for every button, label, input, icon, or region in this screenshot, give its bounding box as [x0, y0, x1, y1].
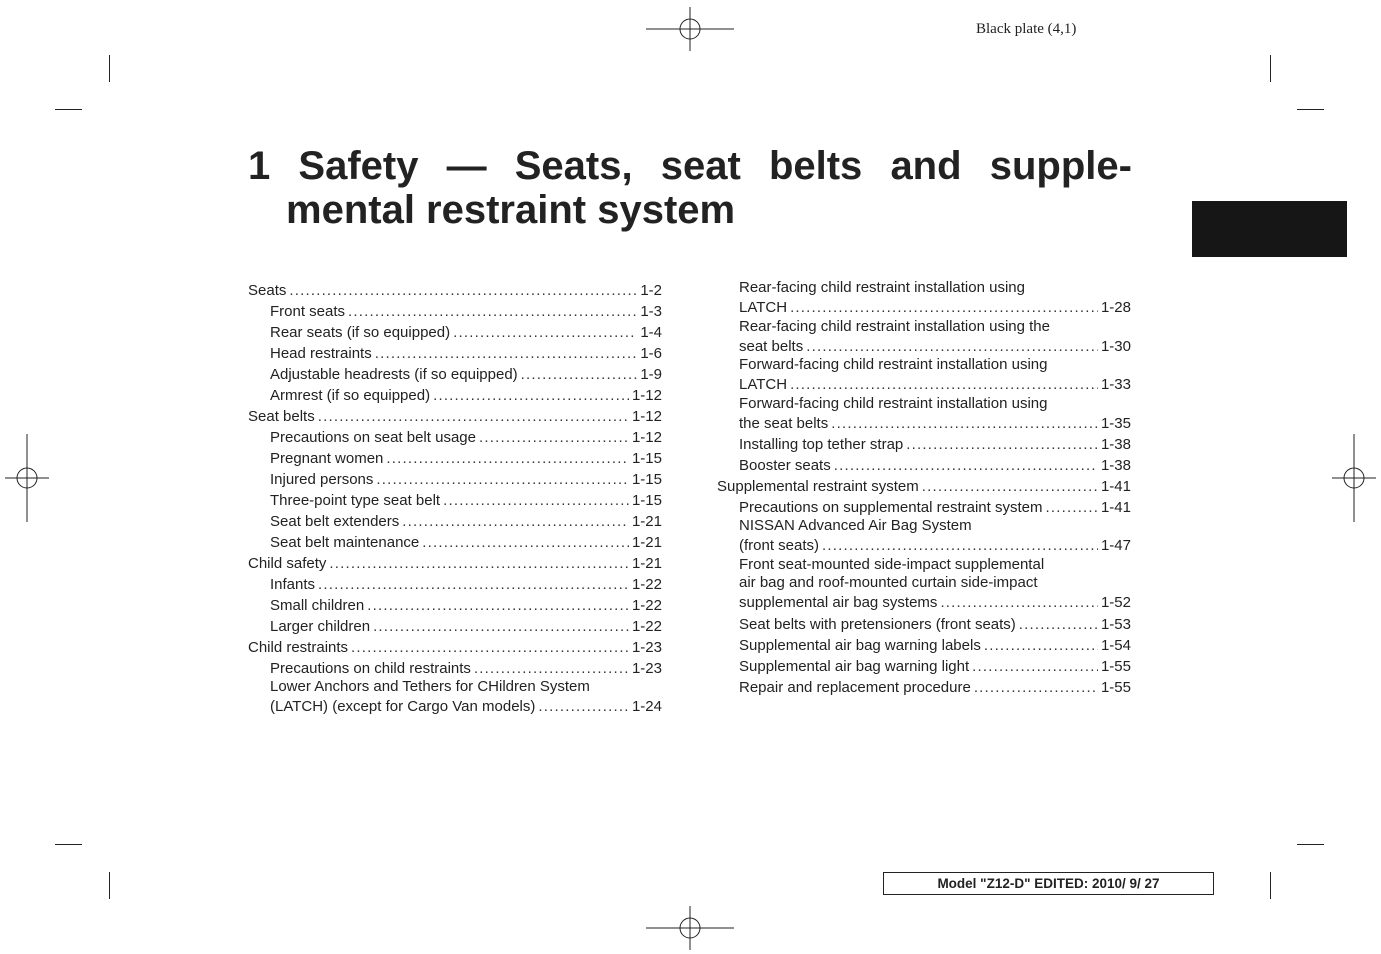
- toc-leader: [318, 408, 629, 426]
- toc-entry[interactable]: [248, 363, 662, 384]
- toc-page-number: 1-3: [640, 303, 662, 320]
- toc-entry-label: Forward-facing child restraint installation using: [739, 356, 1048, 373]
- toc-entry[interactable]: [248, 594, 662, 615]
- crop-mark: [1297, 844, 1324, 845]
- toc-entry-label: (LATCH) (except for Cargo Van models): [270, 698, 536, 715]
- model-footer: Model "Z12-D" EDITED: 2010/ 9/ 27: [883, 872, 1214, 895]
- toc-entry[interactable]: [248, 510, 662, 531]
- toc-entry-label: Front seat-mounted side-impact supplemental: [739, 555, 1045, 573]
- toc-page-number: 1-4: [640, 324, 662, 341]
- toc-entry[interactable]: [248, 321, 662, 342]
- title-word: supple-: [989, 144, 1132, 188]
- toc-page-number: 1-21: [631, 555, 662, 572]
- toc-entry-label: Child restraints: [248, 639, 349, 656]
- toc-page-number: 1-9: [640, 366, 662, 383]
- crop-mark: [109, 872, 110, 899]
- toc-entry-label: NISSAN Advanced Air Bag System: [739, 517, 972, 534]
- toc-page-number: 1-52: [1100, 594, 1131, 611]
- toc-page-number: 1-23: [631, 660, 662, 677]
- toc-entry-label: (front seats): [739, 537, 820, 554]
- title-word: belts: [768, 144, 863, 188]
- toc-right-column: [717, 279, 1131, 697]
- toc-leader: [831, 415, 1098, 434]
- toc-leader: [1045, 499, 1097, 517]
- toc-entry-label: Seats: [248, 282, 287, 299]
- title-word: 1: [248, 144, 271, 188]
- toc-leader: [351, 639, 629, 657]
- toc-leader: [474, 660, 629, 678]
- toc-entry-label: Supplemental air bag warning light: [739, 657, 970, 675]
- registration-mark-top: [646, 7, 734, 51]
- toc-entry-label: Child safety: [248, 555, 327, 572]
- toc-entry[interactable]: [717, 634, 1131, 655]
- toc-entry-label: Three-point type seat belt: [270, 492, 441, 509]
- toc-entry-label: Head restraints: [270, 345, 372, 362]
- toc-page-number: 1-12: [631, 408, 662, 425]
- toc-entry-label: Rear-facing child restraint installation using the: [739, 317, 1050, 335]
- toc-entry[interactable]: [717, 475, 1131, 496]
- toc-entry-label: supplemental air bag systems: [739, 594, 938, 611]
- crop-mark: [1270, 55, 1271, 82]
- toc-entry[interactable]: [717, 433, 1131, 454]
- toc-entry-label: Lower Anchors and Tethers for CHildren System: [270, 678, 590, 695]
- toc-entry-label: Larger children: [270, 618, 371, 635]
- toc-entry-label: Seat belts with pretensioners (front seats): [739, 615, 1016, 633]
- toc-leader: [538, 698, 629, 717]
- toc-entry-label: Infants: [270, 576, 316, 593]
- toc-page-number: 1-54: [1100, 636, 1131, 654]
- crop-mark: [55, 109, 82, 110]
- toc-entry-label: Installing top tether strap: [739, 436, 904, 453]
- toc-leader: [790, 376, 1098, 395]
- toc-leader: [521, 366, 638, 384]
- toc-page-number: 1-12: [631, 429, 662, 446]
- toc-leader: [974, 679, 1098, 697]
- toc-entry-label: air bag and roof-mounted curtain side-impact: [739, 574, 1038, 591]
- toc-leader: [940, 594, 1098, 613]
- toc-entry-label: Armrest (if so equipped): [270, 387, 431, 404]
- toc-entry[interactable]: [248, 531, 662, 552]
- toc-page-number: 1-15: [631, 492, 662, 509]
- toc-entry[interactable]: [717, 556, 1131, 613]
- toc-entry-label: the seat belts: [739, 414, 829, 432]
- registration-mark-right: [1332, 434, 1376, 522]
- toc-page-number: 1-6: [640, 345, 662, 362]
- toc-leader: [348, 303, 637, 321]
- toc-entry-label: Pregnant women: [270, 450, 384, 467]
- toc-page-number: 1-41: [1100, 499, 1131, 516]
- toc-entry-label: Forward-facing child restraint installation using: [739, 394, 1048, 412]
- title-word: —: [446, 144, 487, 188]
- toc-entry[interactable]: [717, 517, 1131, 556]
- toc-leader: [806, 338, 1098, 357]
- title-word: Seats,: [514, 144, 633, 188]
- chapter-title-line1: [248, 144, 1132, 188]
- registration-mark-bottom: [646, 906, 734, 950]
- toc-leader: [367, 597, 629, 615]
- toc-entry[interactable]: [717, 356, 1131, 395]
- toc-page-number: 1-38: [1100, 457, 1131, 474]
- toc-page-number: 1-28: [1100, 299, 1131, 316]
- toc-page-number: 1-15: [631, 471, 662, 488]
- title-word: and: [890, 144, 962, 188]
- toc-entry[interactable]: [248, 573, 662, 594]
- toc-page-number: 1-38: [1100, 436, 1131, 453]
- toc-page-number: 1-55: [1100, 678, 1131, 696]
- toc-entry-label: Seat belt extenders: [270, 513, 400, 530]
- toc-entry[interactable]: [717, 676, 1131, 697]
- toc-entry[interactable]: [248, 552, 662, 573]
- toc-leader: [375, 345, 638, 363]
- toc-entry[interactable]: [248, 489, 662, 510]
- toc-page-number: 1-41: [1100, 478, 1131, 495]
- toc-page-number: 1-24: [631, 698, 662, 715]
- plate-label: Black plate (4,1): [976, 21, 1077, 37]
- toc-entry-label: Supplemental air bag warning labels: [739, 636, 981, 654]
- toc-page-number: 1-23: [631, 639, 662, 656]
- toc-entry-label: Seat belts: [248, 408, 315, 425]
- toc-entry[interactable]: [717, 318, 1131, 357]
- toc-entry-label: Rear seats (if so equipped): [270, 324, 451, 341]
- toc-entry-label: Small children: [270, 597, 365, 614]
- toc-entry[interactable]: [717, 496, 1131, 517]
- toc-page-number: 1-53: [1100, 615, 1131, 633]
- toc-leader: [1019, 616, 1098, 634]
- toc-page-number: 1-15: [631, 450, 662, 467]
- toc-entry-label: Repair and replacement procedure: [739, 678, 971, 696]
- toc-leader: [834, 457, 1098, 475]
- toc-page-number: 1-12: [631, 387, 662, 404]
- toc-page-number: 1-21: [631, 513, 662, 530]
- toc-leader: [422, 534, 629, 552]
- toc-entry[interactable]: [717, 279, 1131, 318]
- crop-mark: [55, 844, 82, 845]
- toc-leader: [433, 387, 629, 405]
- toc-entry-label: Injured persons: [270, 471, 374, 488]
- toc-leader: [318, 576, 629, 594]
- toc-leader: [984, 637, 1098, 655]
- toc-entry[interactable]: [248, 468, 662, 489]
- toc-leader: [443, 492, 629, 510]
- toc-entry[interactable]: [717, 655, 1131, 676]
- chapter-thumb-tab: [1192, 201, 1347, 257]
- toc-page-number: 1-30: [1100, 337, 1131, 355]
- toc-leader: [329, 555, 629, 573]
- toc-leader: [790, 299, 1098, 318]
- toc-entry-label: Booster seats: [739, 457, 831, 474]
- toc-entry[interactable]: [717, 613, 1131, 634]
- toc-entry[interactable]: [248, 615, 662, 636]
- toc-leader: [289, 282, 637, 300]
- toc-entry[interactable]: [248, 279, 662, 300]
- title-word: Safety: [298, 144, 419, 188]
- toc-left-column: [248, 279, 662, 717]
- toc-entry-label: Seat belt maintenance: [270, 534, 420, 551]
- toc-entry-label: Precautions on supplemental restraint system: [739, 499, 1043, 516]
- chapter-title: [248, 144, 1132, 232]
- toc-entry[interactable]: [717, 454, 1131, 475]
- toc-entry-label: Rear-facing child restraint installation using: [739, 279, 1025, 296]
- toc-entry[interactable]: [248, 657, 662, 678]
- toc-entry[interactable]: [248, 342, 662, 363]
- toc-leader: [386, 450, 629, 468]
- toc-leader: [822, 537, 1098, 556]
- toc-entry[interactable]: [248, 447, 662, 468]
- toc-entry-label: LATCH: [739, 299, 788, 316]
- toc-entry[interactable]: [717, 395, 1131, 434]
- toc-page-number: 1-47: [1100, 537, 1131, 554]
- registration-mark-left: [5, 434, 49, 522]
- chapter-title-line2: mental restraint system: [286, 188, 736, 232]
- toc-page-number: 1-22: [631, 618, 662, 635]
- toc-page-number: 1-35: [1100, 414, 1131, 432]
- toc-entry-label: Supplemental restraint system: [717, 478, 919, 495]
- toc-leader: [479, 429, 629, 447]
- toc-page-number: 1-22: [631, 597, 662, 614]
- toc-leader: [373, 618, 629, 636]
- toc-page-number: 1-21: [631, 534, 662, 551]
- toc-entry-label: LATCH: [739, 376, 788, 393]
- crop-mark: [1270, 872, 1271, 899]
- toc-entry-label: Front seats: [270, 303, 346, 320]
- toc-entry[interactable]: [248, 405, 662, 426]
- crop-mark: [1297, 109, 1324, 110]
- toc-entry-label: Precautions on seat belt usage: [270, 429, 476, 446]
- toc-leader: [453, 324, 637, 342]
- toc-page-number: 1-33: [1100, 376, 1131, 393]
- toc-leader: [922, 478, 1098, 496]
- toc-entry[interactable]: [248, 636, 662, 657]
- toc-leader: [402, 513, 629, 531]
- toc-page-number: 1-2: [640, 282, 662, 299]
- toc-page-number: 1-55: [1100, 657, 1131, 675]
- toc-entry[interactable]: [248, 426, 662, 447]
- toc-entry[interactable]: [248, 300, 662, 321]
- toc-page-number: 1-22: [631, 576, 662, 593]
- toc-entry[interactable]: [248, 384, 662, 405]
- toc-leader: [972, 658, 1098, 676]
- toc-leader: [376, 471, 629, 489]
- toc-entry[interactable]: [248, 678, 662, 717]
- toc-entry-label: Adjustable headrests (if so equipped): [270, 366, 518, 383]
- toc-entry-label: seat belts: [739, 337, 804, 355]
- crop-mark: [109, 55, 110, 82]
- toc-leader: [906, 436, 1098, 454]
- toc-entry-label: Precautions on child restraints: [270, 660, 471, 677]
- title-word: seat: [660, 144, 741, 188]
